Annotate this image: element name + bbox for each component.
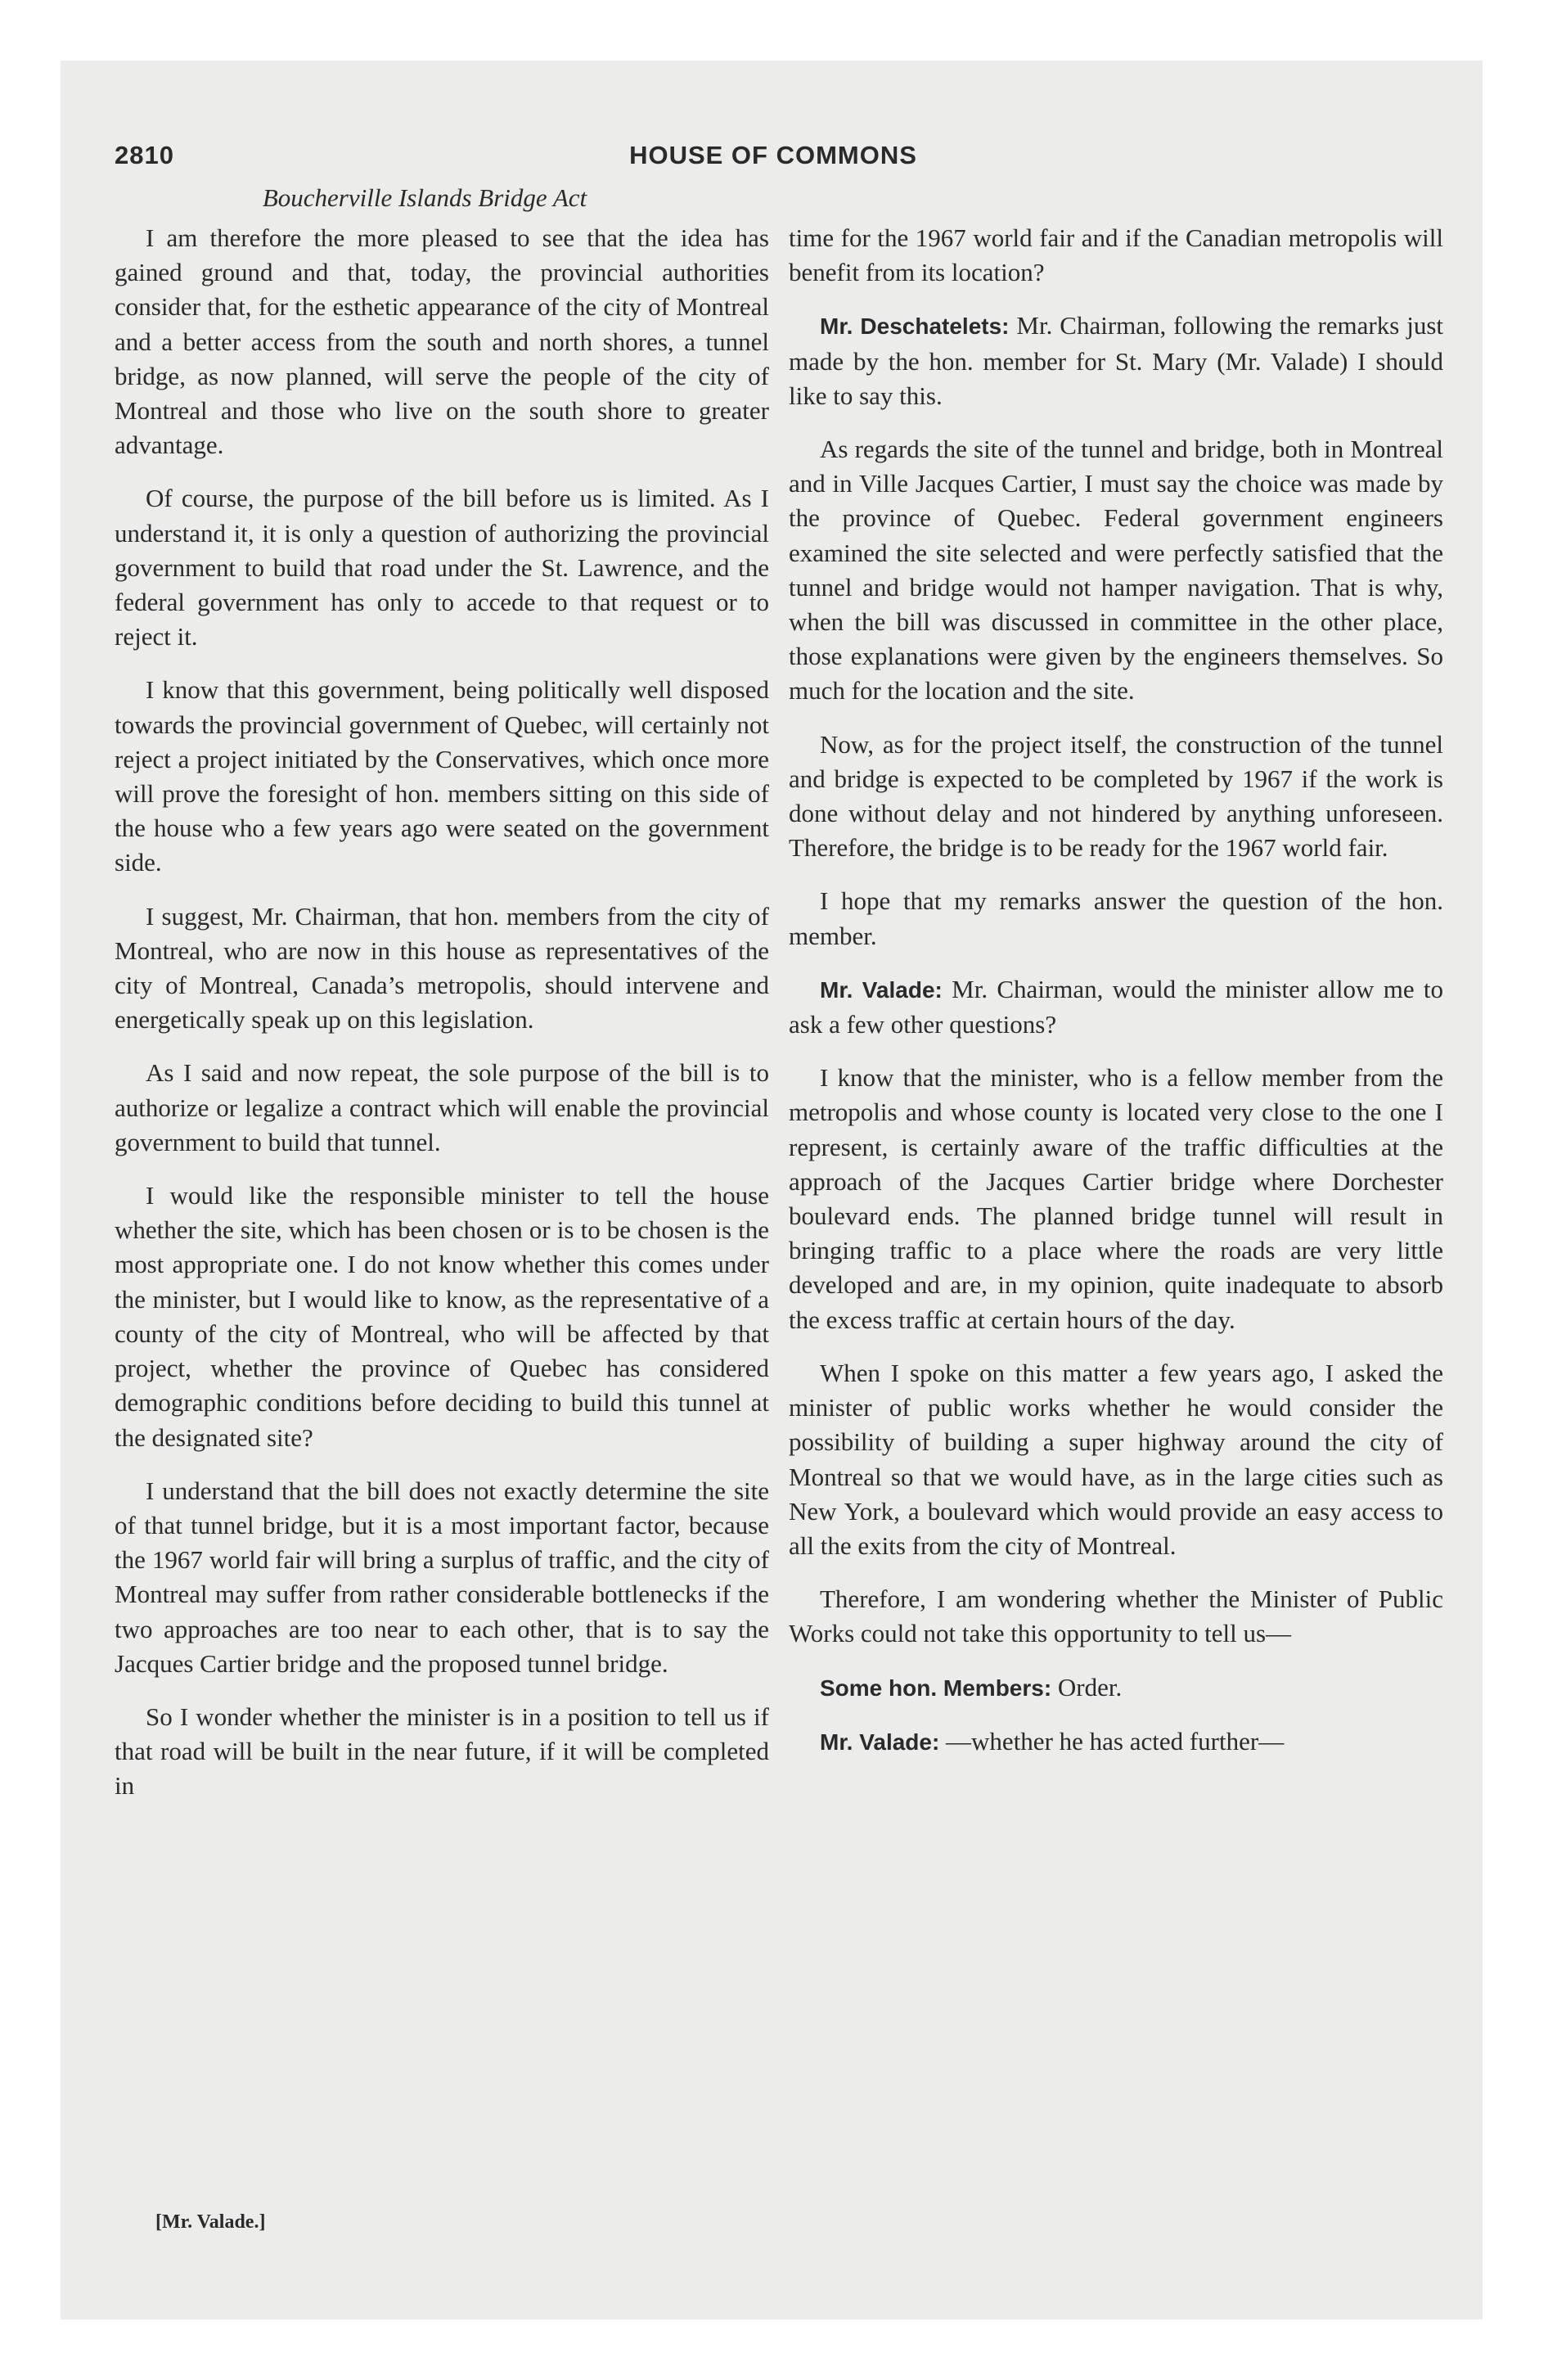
- speech-text: Mr. Chairman, would the minister allow me to ask a few other questions?: [789, 974, 1444, 1039]
- speaker-name: Some hon. Members:: [820, 1675, 1052, 1701]
- speaker-name: Mr. Valade:: [820, 1729, 940, 1755]
- speech-text: Order.: [1057, 1672, 1123, 1702]
- paragraph: I would like the responsible minister to tell the house whether the site, which has been chosen or is to be chosen is the most appropriate one. I do not know whether this comes under the minister, but I would like to know, as the representative of a county of the city of Montreal, who will be affected by that project, whether the province of Quebec has considered demographic conditions before deciding to build this tunnel at the designated site?: [115, 1181, 769, 1452]
- left-column: [115, 221, 769, 1823]
- paragraph: Therefore, I am wondering whether the Minister of Public Works could not take this opportunity to tell us—: [789, 1584, 1443, 1648]
- speech-text: Mr. Chairman, following the remarks just made by the hon. member for St. Mary (Mr. Valade) I should like to say this.: [789, 311, 1443, 410]
- paragraph: I hope that my remarks answer the question of the hon. member.: [789, 886, 1443, 950]
- speech-text: —whether he has acted further—: [946, 1726, 1285, 1756]
- paragraph: I am therefore the more pleased to see that the idea has gained ground and that, today, the provincial authorities consider that, for the esthetic appearance of the city of Montreal and a better access from the south and north shores, a tunnel bridge, as now planned, will serve the people of the city of Montreal and those who live on the south shore to greater advantage.: [115, 223, 769, 460]
- paragraph: I suggest, Mr. Chairman, that hon. members from the city of Montreal, who are now in this house as representatives of the city of Montreal, Canada’s metropolis, should intervene and energetically speak up on this legislation.: [115, 901, 769, 1034]
- speaker-name: Mr. Deschatelets:: [820, 313, 1010, 340]
- paragraph: So I wonder whether the minister is in a position to tell us if that road will be built in the near future, if it will be completed in: [115, 1702, 769, 1801]
- speaker-name: Mr. Valade:: [820, 976, 943, 1003]
- paragraph: I know that the minister, who is a fellow member from the metropolis and whose county is located very close to the one I represent, is certainly aware of the traffic difficulties at the approach of the Jacques Cartier bridge where Dorchester boulevard ends. The planned bridge tunnel will result in bringing traffic to a place where the roads are very little developed and are, in my opinion, quite inadequate to absorb the excess traffic at certain hours of the day.: [789, 1063, 1443, 1334]
- hansard-page: [61, 61, 1483, 2319]
- paragraph: Of course, the purpose of the bill before us is limited. As I understand it, it is only a question of authorizing the provincial government to build that road under the St. Lawrence, and the federal government has only to accede to that request or to reject it.: [115, 484, 769, 651]
- speech-deschatelets: [789, 309, 1443, 413]
- right-column: [789, 221, 1443, 1778]
- paragraph: When I spoke on this matter a few years ago, I asked the minister of public works whether he would consider the possibility of building a super highway around the city of Montreal so that we would have, as in the large cities such as New York, a boulevard which would provide an easy access to all the exits from the city of Montreal.: [789, 1358, 1443, 1560]
- paragraph: Now, as for the project itself, the construction of the tunnel and bridge is expected to be completed by 1967 if the work is done without delay and not hindered by anything unforeseen. Therefore, the bridge is to be ready for the 1967 world fair.: [789, 729, 1443, 863]
- speech-valade-continued: [789, 1724, 1443, 1760]
- page-number: 2810: [115, 141, 174, 169]
- speaker-attribution: [Mr. Valade.]: [155, 2211, 266, 2233]
- paragraph: time for the 1967 world fair and if the Canadian metropolis will benefit from its location?: [789, 223, 1443, 287]
- paragraph: As regards the site of the tunnel and bridge, both in Montreal and in Ville Jacques Cartier, I must say the choice was made by the province of Quebec. Federal government engineers examined the site selected and were perfectly satisfied that the tunnel and bridge would not hamper navigation. That is why, when the bill was discussed in committee in the other place, those explanations were given by the engineers themselves. So much for the location and the site.: [789, 435, 1443, 705]
- speech-valade: [789, 972, 1443, 1042]
- interjection: [789, 1670, 1443, 1706]
- page-header: [115, 141, 1432, 182]
- page-title: HOUSE OF COMMONS: [629, 141, 917, 169]
- subject-heading: Boucherville Islands Bridge Act: [262, 183, 587, 212]
- paragraph: I know that this government, being politically well disposed towards the provincial government of Quebec, will certainly not reject a project initiated by the Conservatives, which once more will prove the foresight of hon. members sitting on this side of the house who a few years ago were seated on the government side.: [115, 675, 769, 877]
- paragraph: I understand that the bill does not exactly determine the site of that tunnel bridge, but it is a most important factor, because the 1967 world fair will bring a surplus of traffic, and the city of Montreal may suffer from rather considerable bottlenecks if the two approaches are too near to each other, that is to say the Jacques Cartier bridge and the proposed tunnel bridge.: [115, 1476, 769, 1678]
- paragraph: As I said and now repeat, the sole purpose of the bill is to authorize or legalize a contract which will enable the provincial government to build that tunnel.: [115, 1058, 769, 1156]
